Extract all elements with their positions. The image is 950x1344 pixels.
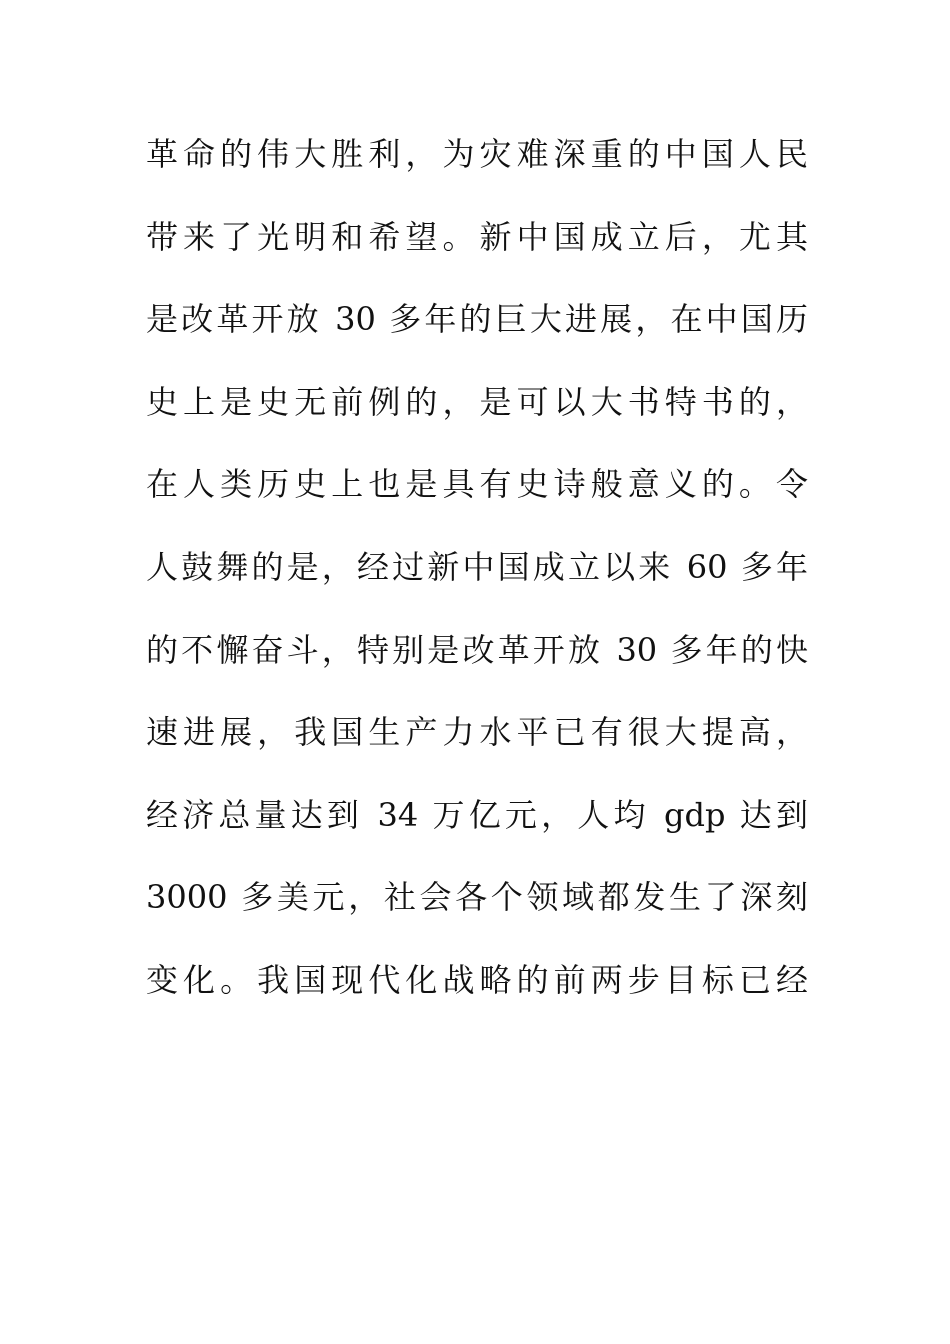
text-line-11: 变化。我国现代化战略的前两步目标已经 [146, 960, 808, 999]
text-line-8: 速进展，我国生产力水平已有很大提高， [146, 713, 808, 752]
body-text [146, 124, 808, 1033]
text-line-10: 3000 多美元，社会各个领域都发生了深刻 [146, 878, 808, 917]
text-line-1: 革命的伟大胜利，为灾难深重的中国人民 [146, 135, 808, 173]
text-line-2: 带来了光明和希望。新中国成立后，尤其 [146, 217, 808, 256]
text-line-9: 经济总量达到 34 万亿元，人均 gdp 达到 [146, 795, 808, 834]
text-line-7: 的不懈奋斗，特别是改革开放 30 多年的快 [146, 630, 808, 669]
text-line-5: 在人类历史上也是具有史诗般意义的。令 [146, 465, 808, 504]
text-line-3: 是改革开放 30 多年的巨大进展，在中国历 [146, 300, 808, 339]
text-line-6: 人鼓舞的是，经过新中国成立以来 60 多年 [146, 547, 808, 586]
text-line-4: 史上是史无前例的，是可以大书特书的， [146, 382, 808, 421]
